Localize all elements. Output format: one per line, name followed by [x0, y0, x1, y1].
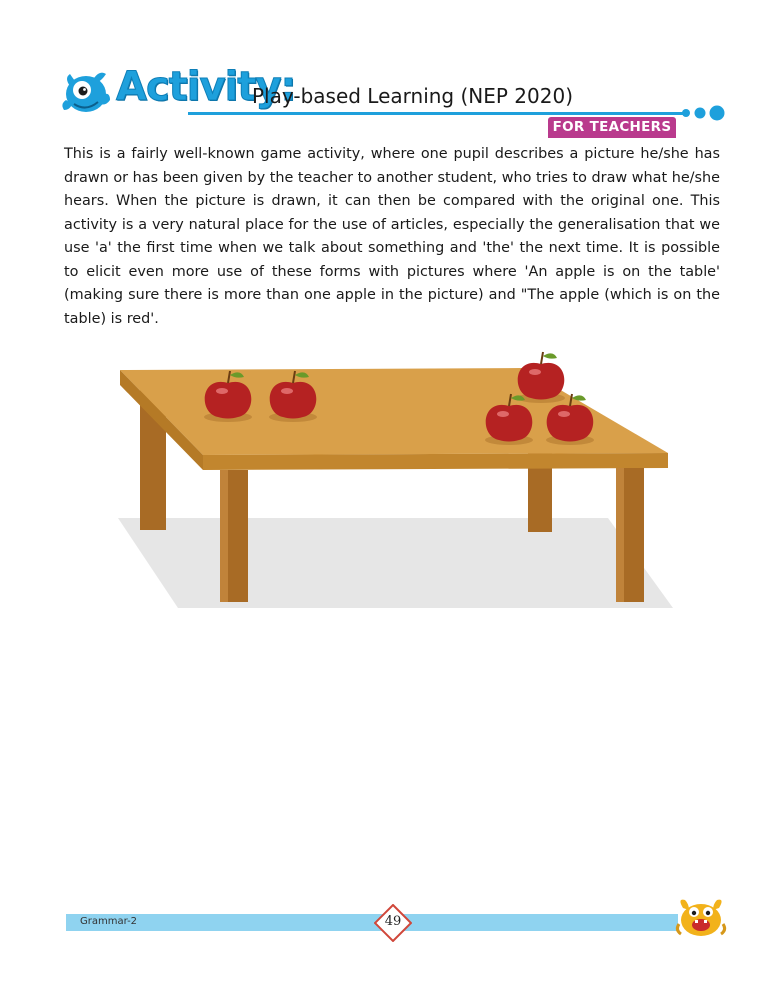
for-teachers-badge: FOR TEACHERS: [548, 117, 676, 138]
table-leg-front-right-shade: [616, 468, 624, 602]
activity-description: This is a fairly well-known game activity, where one pupil describes a picture he/she has drawn or has been given by the teacher to another student, who tries to draw what he/she hears. When the picture is drawn, it can then be compared with the original one. This activity is a very natural place for the use of articles, especially the generalisation that we use 'a' the first time when we talk about something and 'the' the next time. It is possible to elicit even more use of these forms with pictures where 'An apple is on the table' (making sure there is more than one apple in the picture) and "The apple (which is on the table) is red'.: [64, 146, 720, 327]
footer-bar: [66, 914, 678, 931]
header-rule: [188, 112, 684, 115]
blue-monster-mascot-icon: [60, 66, 114, 120]
table-leg-front-left-shade: [220, 470, 228, 602]
activity-heading: Activity:: [116, 64, 296, 110]
page-number: 49: [384, 914, 402, 929]
dots-decoration-icon: [680, 104, 730, 122]
apple: [517, 352, 565, 403]
activity-title: Play-based Learning (NEP 2020): [252, 84, 574, 108]
footer-book-label: Grammar-2: [80, 916, 138, 927]
table-with-apples-illustration: [108, 340, 678, 618]
activity-header: [60, 62, 724, 142]
tabletop-front-edge: [203, 453, 668, 470]
table-shadow: [118, 518, 673, 608]
yellow-monster-mascot-icon: [675, 894, 727, 938]
